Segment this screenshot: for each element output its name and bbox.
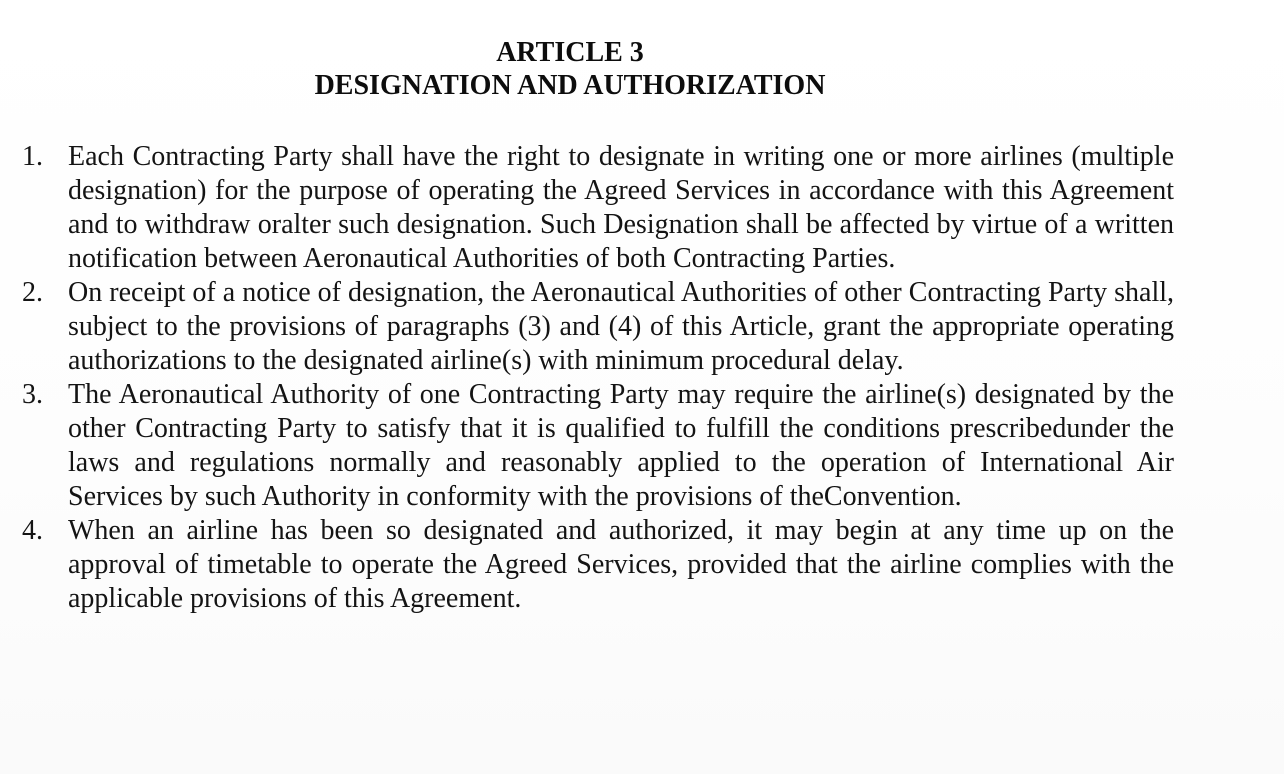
article-title: DESIGNATION AND AUTHORIZATION [314,70,826,101]
clause-text: On receipt of a notice of designation, the Aeronautical Authorities of other Contracting Party shall, subject to the provisions of paragraphs (3) and (4) of this Article, grant the appropriate operating authorizations to the designated airline(s) with minimum procedural delay. [68,277,1174,376]
clause-item [22,140,1174,276]
clause-item [22,276,1174,378]
clause-text: Each Contracting Party shall have the right to designate in writing one or more airlines (multiple designation) for the purpose of operating the Agreed Services in accordance with this Agreement and to withdraw oralter such designation. Such Designation shall be affected by virtue of a written notification between Aeronautical Authorities of both Contracting Parties. [68,141,1174,274]
clause-text: The Aeronautical Authority of one Contracting Party may require the airline(s) designated by the other Contracting Party to satisfy that it is qualified to fulfill the conditions prescribedunder the laws and regulations normally and reasonably applied to the operation of International Air Services by such Authority in conformity with the provisions of theConvention. [68,379,1174,512]
clause-item [22,378,1174,514]
clause-number: 1. [22,141,43,172]
clause-number: 3. [22,379,43,410]
clause-number: 4. [22,515,43,546]
clause-text: When an airline has been so designated and authorized, it may begin at any time up on the approval of timetable to operate the Agreed Services, provided that the airline complies with the applicable provisions of this Agreement. [68,515,1174,614]
clause-number: 2. [22,277,43,308]
article-heading [0,36,1140,102]
clause-item [22,514,1174,616]
clause-list [22,140,1174,616]
article-number: ARTICLE 3 [496,37,644,68]
